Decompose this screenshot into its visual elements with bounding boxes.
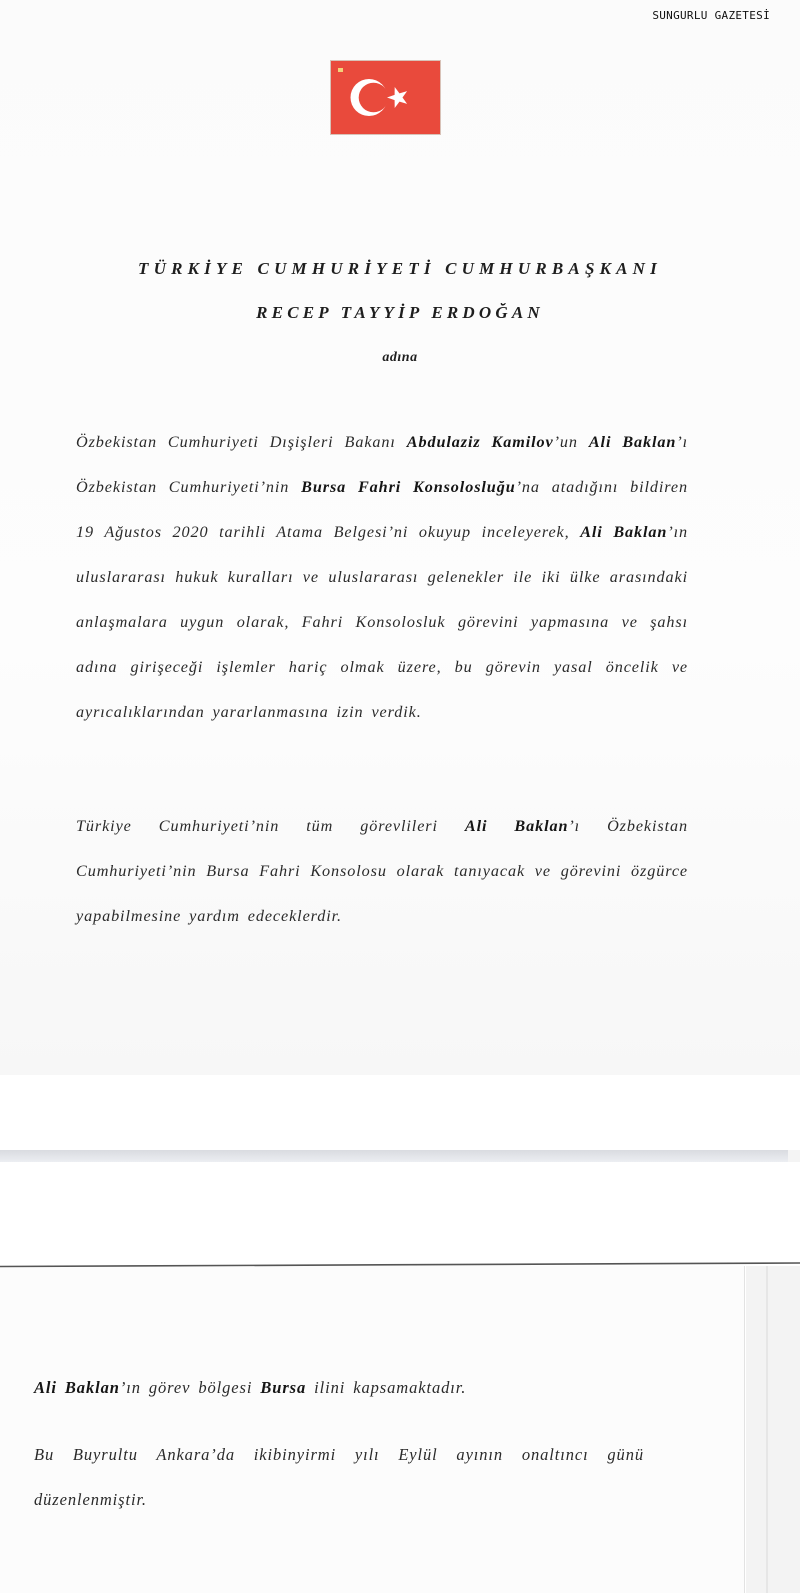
paragraph-recognition	[76, 804, 688, 939]
bold-name: Ali Baklan	[34, 1378, 120, 1397]
bold-name: Abdulaziz Kamilov	[406, 433, 554, 451]
text: ’un	[553, 433, 589, 451]
text: Türkiye Cumhuriyeti’nin tüm görevlileri	[76, 817, 465, 835]
paragraph-region	[34, 1365, 674, 1410]
page-2-shadow	[746, 1266, 800, 1593]
page-separator	[0, 1150, 788, 1162]
bold-name: Ali Baklan	[464, 817, 569, 835]
paragraph-date	[34, 1432, 644, 1522]
newspaper-watermark: SUNGURLU GAZETESİ	[652, 9, 770, 22]
text: ’ın görev bölgesi	[119, 1378, 261, 1397]
page-separator-edge	[788, 1150, 800, 1162]
page-2-top-edge	[0, 1262, 800, 1268]
text: Özbekistan Cumhuriyeti Dışişleri Bakanı	[76, 433, 407, 451]
heading-subtitle: adına	[382, 350, 418, 365]
text: Bu Buyrultu Ankara’da ikibinyirmi yılı Eylül ayının onaltıncı günü düzenlenmiştir.	[34, 1445, 644, 1509]
bold-name: Ali Baklan	[580, 523, 668, 541]
text: ’na atadığını bildiren 19 Ağustos 2020 tarihli Atama Belgesi’ni okuyup inceleyerek,	[76, 478, 688, 541]
heading-name: RECEP TAYYİP ERDOĞAN	[256, 303, 544, 322]
page-gap	[0, 1075, 800, 1150]
paragraph-appointment	[76, 420, 688, 735]
text: ’ı Özbekistan Cumhuriyeti’nin Bursa Fahri Konsolosu olarak tanıyacak ve görevini özgürce yapabilmesine yardım edeceklerdir.	[76, 817, 689, 925]
text: ’ı Özbekistan Cumhuriyeti’nin	[76, 433, 689, 496]
heading-title: TÜRKİYE CUMHURİYETİ CUMHURBAŞKANI	[138, 259, 662, 278]
text: ’ın uluslararası hukuk kuralları ve uluslararası gelenekler ile iki ülke arasındaki anlaşmalara uygun olarak, Fahri Konsolosluk görevini yapmasına ve şahsı adına girişeceği işlemler hariç olmak üzere, bu görevin yasal öncelik ve ayrıcalıklarından yararlanmasına izin verdik.	[76, 523, 688, 721]
bold-name: Ali Baklan	[588, 433, 677, 451]
bold-office: Bursa Fahri Konsolosluğu	[301, 478, 516, 496]
text: ilini kapsamaktadır.	[306, 1378, 467, 1397]
document-page-2	[0, 1266, 745, 1593]
turkish-flag-icon	[331, 61, 440, 134]
bold-city: Bursa	[260, 1378, 307, 1397]
